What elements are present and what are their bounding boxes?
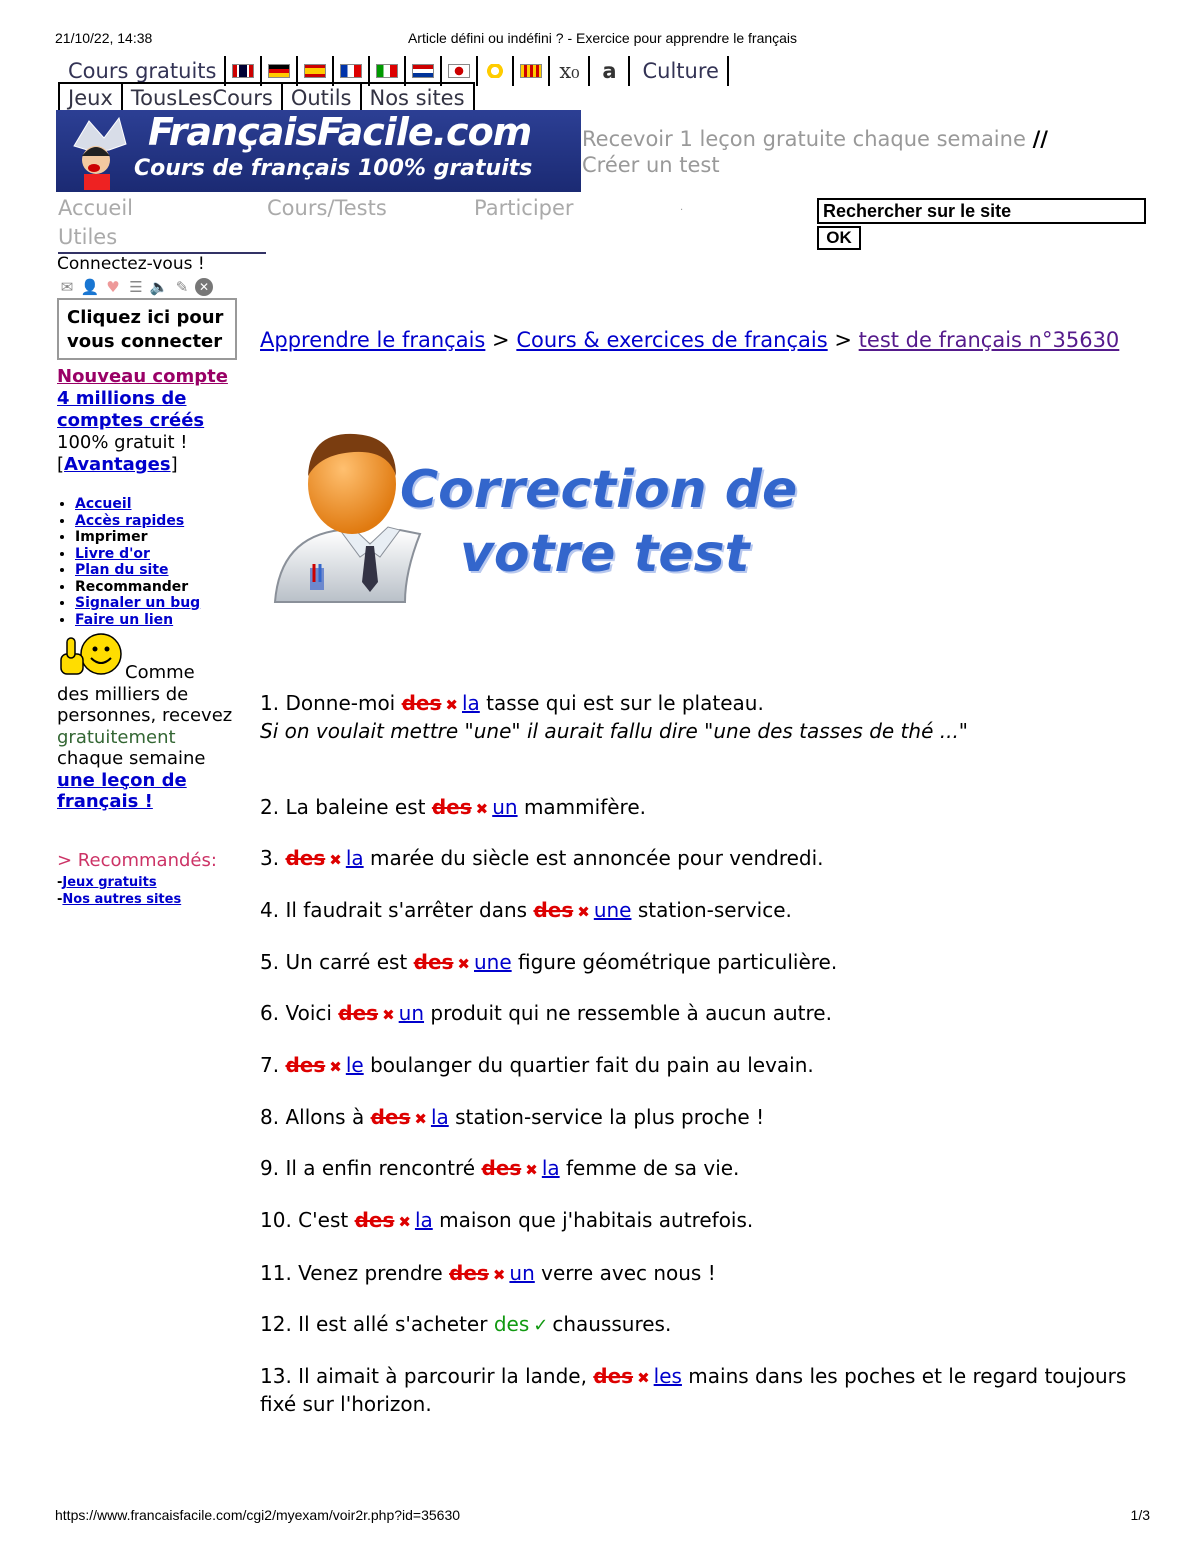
promo-green: gratuitement	[57, 726, 176, 748]
rec-link-jeux[interactable]: Jeux gratuits	[62, 875, 157, 890]
nav-outils[interactable]: Outils	[283, 84, 362, 112]
ca-flag-icon[interactable]	[514, 56, 550, 86]
print-date: 21/10/22, 14:38	[55, 30, 153, 46]
nav-cours-gratuits[interactable]: Cours gratuits	[58, 56, 226, 86]
edit-icon[interactable]: ✎	[175, 278, 189, 296]
x-icon: ✖	[492, 1266, 506, 1284]
breadcrumb-test[interactable]: test de français n°35630	[858, 328, 1120, 352]
correct-answer[interactable]: la	[461, 691, 480, 715]
print-page: 1/3	[1130, 1507, 1150, 1523]
correct-answer: des	[493, 1312, 530, 1336]
correct-answer[interactable]: un	[492, 795, 518, 819]
newsletter-link[interactable]: Recevoir 1 leçon gratuite chaque semaine	[582, 127, 1026, 151]
user-icons	[57, 278, 257, 296]
menu-utiles[interactable]: Utiles	[58, 225, 118, 249]
wrong-answer: des	[449, 1261, 489, 1285]
correct-answer[interactable]: un	[398, 1001, 425, 1025]
question-4: 4. Il faudrait s'arrêter dans des ✖ une station-service.	[260, 898, 792, 922]
connect-label: Connectez-vous !	[57, 254, 205, 274]
site-banner[interactable]	[56, 110, 581, 192]
wrong-answer: des	[431, 795, 472, 819]
mascot-icon	[64, 116, 134, 190]
advantages-link[interactable]: Avantages	[64, 454, 171, 475]
correction-title	[400, 458, 797, 586]
sidebar-item-livre-dor[interactable]: • Livre d'or	[75, 546, 257, 563]
user-icon[interactable]: 👤	[80, 278, 100, 296]
x-icon: ✖	[382, 1006, 395, 1024]
recommended-heading: > Recommandés:	[57, 850, 217, 871]
free-label: 100% gratuit !	[57, 432, 188, 453]
banner-subtitle: Cours de français 100% gratuits	[134, 156, 533, 181]
print-url: https://www.francaisfacile.com/cgi2/myexam/voir2r.php?id=35630	[55, 1507, 461, 1523]
correct-answer[interactable]: le	[345, 1053, 364, 1077]
search-input[interactable]: Rechercher sur le site	[817, 198, 1146, 224]
banner-title: FrançaisFacile.com	[148, 110, 532, 154]
question-hint: Si on voulait mettre "une" il aurait fallu dire "une des tasses de thé ..."	[260, 719, 968, 743]
accounts-link-2[interactable]: comptes créés	[57, 410, 205, 431]
wrong-answer: des	[593, 1364, 634, 1388]
question-8: 8. Allons à des ✖ la station-service la plus proche !	[260, 1105, 765, 1129]
x-icon: ✖	[457, 955, 470, 973]
sidebar-item-plan-du-site[interactable]: • Plan du site	[75, 562, 257, 579]
recommended-links: -Jeux gratuits -Nos autres sites	[57, 875, 182, 907]
question-1: 1. Donne-moi des ✖ la tasse qui est sur le plateau. Si on voulait mettre "une" il aurait fallu dire "une des tasses de thé ..."	[260, 691, 968, 743]
breadcrumb-courses[interactable]: Cours & exercices de français	[516, 328, 828, 352]
question-13: 13. Il aimait à parcourir la lande, des ✖ les mains dans les poches et le regard toujours fixé sur l'horizon.	[260, 1364, 1127, 1416]
promo-links	[582, 126, 1048, 178]
x-icon: ✖	[398, 1213, 411, 1231]
wrong-answer: des	[370, 1105, 411, 1129]
x-icon: ✖	[445, 696, 458, 714]
nav-touslescours[interactable]: TousLesCours	[123, 84, 283, 112]
correct-answer[interactable]: une	[593, 898, 632, 922]
nav-nos-sites[interactable]: Nos sites	[362, 84, 475, 112]
sidebar-item-imprimer[interactable]: • Imprimer	[75, 529, 257, 546]
correction-line-1: Correction de	[400, 460, 798, 520]
question-7: 7. des ✖ le boulanger du quartier fait du pain au levain.	[260, 1053, 814, 1077]
correct-answer[interactable]: une	[474, 950, 512, 974]
menu-participer[interactable]: Participer	[474, 196, 574, 220]
menu-cours-tests[interactable]: Cours/Tests	[267, 196, 387, 220]
sidebar-item-acces-rapides[interactable]: • Accès rapides	[75, 513, 257, 530]
question-3: 3. des ✖ la marée du siècle est annoncée pour vendredi.	[260, 846, 824, 870]
sidebar-item-accueil[interactable]: • Accueil	[75, 496, 257, 513]
x-icon: ✖	[637, 1369, 650, 1387]
question-11: 11. Venez prendre des ✖ un verre avec nous !	[260, 1261, 716, 1285]
x-icon: ✖	[525, 1161, 538, 1179]
menu-dot: .	[680, 202, 684, 213]
question-10: 10. C'est des ✖ la maison que j'habitais autrefois.	[260, 1208, 754, 1232]
sidebar-item-signaler-bug[interactable]: • Signaler un bug	[75, 595, 257, 612]
pt-flag-icon[interactable]	[478, 56, 514, 86]
x-icon: ✖	[475, 800, 489, 818]
accounts-link-1[interactable]: 4 millions de	[57, 388, 187, 409]
list-icon[interactable]: ☰	[129, 278, 143, 296]
breadcrumb-home[interactable]: Apprendre le français	[260, 328, 486, 352]
nav-culture[interactable]: Culture	[630, 56, 728, 86]
secondary-nav	[58, 82, 475, 112]
x-icon: ✖	[414, 1110, 427, 1128]
x-icon: ✖	[329, 851, 342, 869]
correct-answer[interactable]: la	[430, 1105, 449, 1129]
login-line-2: vous connecter	[67, 331, 223, 352]
wrong-answer: des	[533, 898, 574, 922]
close-icon[interactable]: ✕	[195, 278, 213, 296]
menu-accueil[interactable]: Accueil	[58, 196, 133, 220]
sidebar-links	[57, 496, 257, 628]
question-6: 6. Voici des ✖ un produit qui ne ressemble à aucun autre.	[260, 1001, 832, 1025]
promo-comme: Comme	[125, 662, 195, 683]
x-icon: ✖	[329, 1058, 342, 1076]
mail-icon[interactable]: ✉	[60, 278, 74, 296]
correct-answer[interactable]: la	[345, 846, 364, 870]
sound-icon[interactable]: 🔈	[149, 278, 169, 296]
wrong-answer: des	[285, 846, 326, 870]
search-form	[817, 198, 1146, 250]
correct-answer[interactable]: les	[653, 1364, 682, 1388]
wrong-answer: des	[413, 950, 454, 974]
x-icon: ✖	[577, 903, 590, 921]
letter-a-icon[interactable]: a	[590, 56, 630, 86]
breadcrumb-sep-1: >	[492, 328, 510, 352]
print-footer	[55, 1507, 1150, 1523]
wrong-answer: des	[285, 1053, 326, 1077]
question-12: 12. Il est allé s'acheter des ✓ chaussures.	[260, 1312, 672, 1336]
create-test-link[interactable]: Créer un test	[582, 153, 720, 177]
wrong-answer: des	[481, 1156, 522, 1180]
wrong-answer: des	[401, 691, 442, 715]
login-button[interactable]	[57, 298, 237, 360]
newsletter-promo	[57, 662, 257, 813]
question-5: 5. Un carré est des ✖ une figure géométrique particulière.	[260, 950, 838, 974]
breadcrumb-sep-2: >	[834, 328, 852, 352]
wrong-answer: des	[338, 1001, 379, 1025]
sidebar-item-recommander[interactable]: • Recommander	[75, 579, 257, 596]
promo-week: chaque semaine	[57, 748, 206, 769]
math-icon[interactable]: x₀	[550, 56, 590, 86]
sidebar: Connectez-vous ! ✉ 👤 ♥ ☰ 🔈 ✎ ✕ Cliquez ici pour vous connecter Nouveau compte 4 millions de comptes créés 100% gratuit ! [Avantages] • Accueil • Accès rapides • Imprimer • Livre d'or • Plan du site • Recommander • Signaler un bug • Faire un lien Comme des milliers de personnes, recevez gratuitement chaque semaine une leçon de français ! > Recommandés: -Jeux gratuits -Nos autres sites	[57, 254, 257, 628]
rec-link-sites[interactable]: Nos autres sites	[62, 892, 182, 907]
login-line-1: Cliquez ici pour	[67, 307, 224, 328]
print-title: Article défini ou indéfini ? - Exercice pour apprendre le français	[407, 30, 798, 46]
promo-separator: //	[1032, 127, 1048, 151]
heart-icon[interactable]: ♥	[106, 278, 120, 296]
sidebar-item-faire-lien[interactable]: • Faire un lien	[75, 612, 257, 629]
check-icon: ✓	[533, 1315, 549, 1336]
correct-answer[interactable]: un	[509, 1261, 535, 1285]
correct-answer[interactable]: la	[414, 1208, 433, 1232]
question-9: 9. Il a enfin rencontré des ✖ la femme de sa vie.	[260, 1156, 740, 1180]
search-ok-button[interactable]: OK	[817, 226, 861, 250]
nav-jeux[interactable]: Jeux	[58, 84, 123, 112]
breadcrumb	[260, 327, 1150, 353]
wrong-answer: des	[354, 1208, 395, 1232]
promo-link[interactable]: une leçon de français !	[57, 769, 187, 812]
new-account-link[interactable]: Nouveau compte	[57, 366, 228, 387]
question-2: 2. La baleine est des ✖ un mammifère.	[260, 795, 646, 819]
correct-answer[interactable]: la	[541, 1156, 560, 1180]
correction-line-2: votre test	[460, 524, 750, 584]
promo-text: des milliers de personnes, recevez	[57, 683, 233, 726]
